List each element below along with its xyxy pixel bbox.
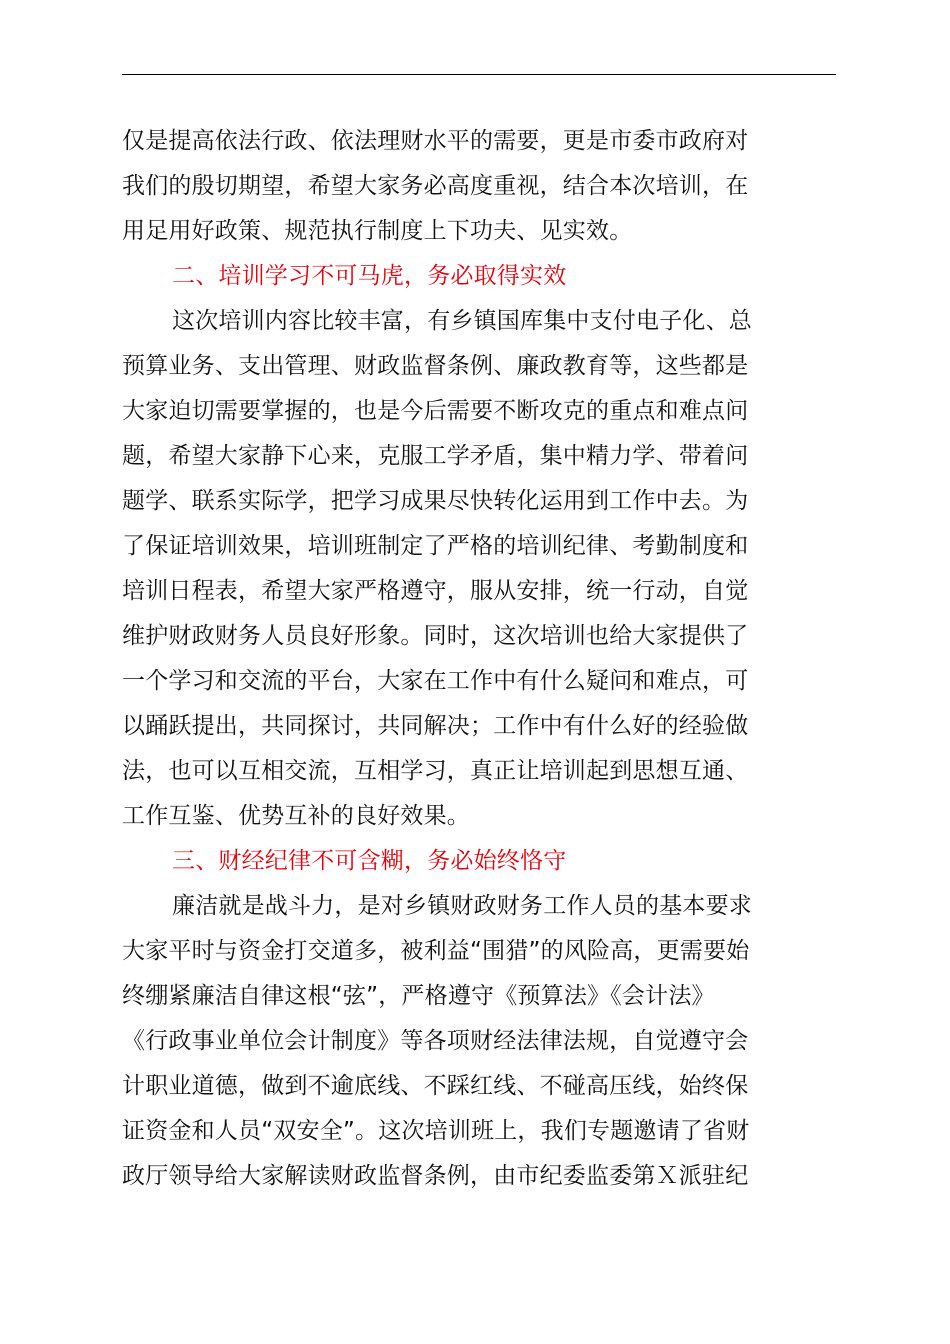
paragraph-line: 政厅领导给大家解读财政监督条例，由市纪委监委第Ｘ派驻纪	[122, 1163, 749, 1189]
paragraph-line: 大家平时与资金打交道多，被利益“围猎”的风险高，更需要始	[122, 938, 750, 964]
paragraph-line: 《行政事业单位会计制度》等各项财经法律法规，自觉遵守会	[122, 1028, 749, 1054]
paragraph-line: 我们的殷切期望，希望大家务必高度重视，结合本次培训，在	[122, 173, 749, 199]
header-rule	[122, 74, 836, 75]
section-heading: 三、财经纪律不可含糊，务必始终恪守	[172, 848, 567, 874]
paragraph-line: 培训日程表，希望大家严格遵守，服从安排，统一行动，自觉	[122, 578, 749, 604]
paragraph-line: 以踊跃提出，共同探讨，共同解决；工作中有什么好的经验做	[122, 713, 749, 739]
paragraph-line: 证资金和人员“双安全”。这次培训班上，我们专题邀请了省财	[122, 1118, 750, 1144]
paragraph-line: 仅是提高依法行政、依法理财水平的需要，更是市委市政府对	[122, 128, 749, 154]
paragraph-line: 一个学习和交流的平台，大家在工作中有什么疑问和难点，可	[122, 668, 749, 694]
paragraph-line: 大家迫切需要掌握的，也是今后需要不断攻克的重点和难点问	[122, 398, 749, 424]
paragraph-line: 终绷紧廉洁自律这根“弦”，严格遵守《预算法》《会计法》	[122, 983, 715, 1009]
paragraph-line: 这次培训内容比较丰富，有乡镇国库集中支付电子化、总	[172, 308, 752, 334]
paragraph-line: 工作互鉴、优势互补的良好效果。	[122, 803, 470, 829]
paragraph-line: 题，希望大家静下心来，克服工学矛盾，集中精力学、带着问	[122, 443, 749, 469]
paragraph-line: 法，也可以互相交流，互相学习，真正让培训起到思想互通、	[122, 758, 749, 784]
paragraph-line: 用足用好政策、规范执行制度上下功夫、见实效。	[122, 218, 633, 244]
paragraph-line: 题学、联系实际学，把学习成果尽快转化运用到工作中去。为	[122, 488, 749, 514]
section-heading: 二、培训学习不可马虎，务必取得实效	[172, 263, 567, 289]
paragraph-line: 维护财政财务人员良好形象。同时，这次培训也给大家提供了	[122, 623, 749, 649]
paragraph-line: 廉洁就是战斗力，是对乡镇财政财务工作人员的基本要求	[172, 893, 752, 919]
paragraph-line: 预算业务、支出管理、财政监督条例、廉政教育等，这些都是	[122, 353, 749, 379]
document-body	[122, 119, 838, 1199]
paragraph-line: 计职业道德，做到不逾底线、不踩红线、不碰高压线，始终保	[122, 1073, 749, 1099]
paragraph-line: 了保证培训效果，培训班制定了严格的培训纪律、考勤制度和	[122, 533, 749, 559]
